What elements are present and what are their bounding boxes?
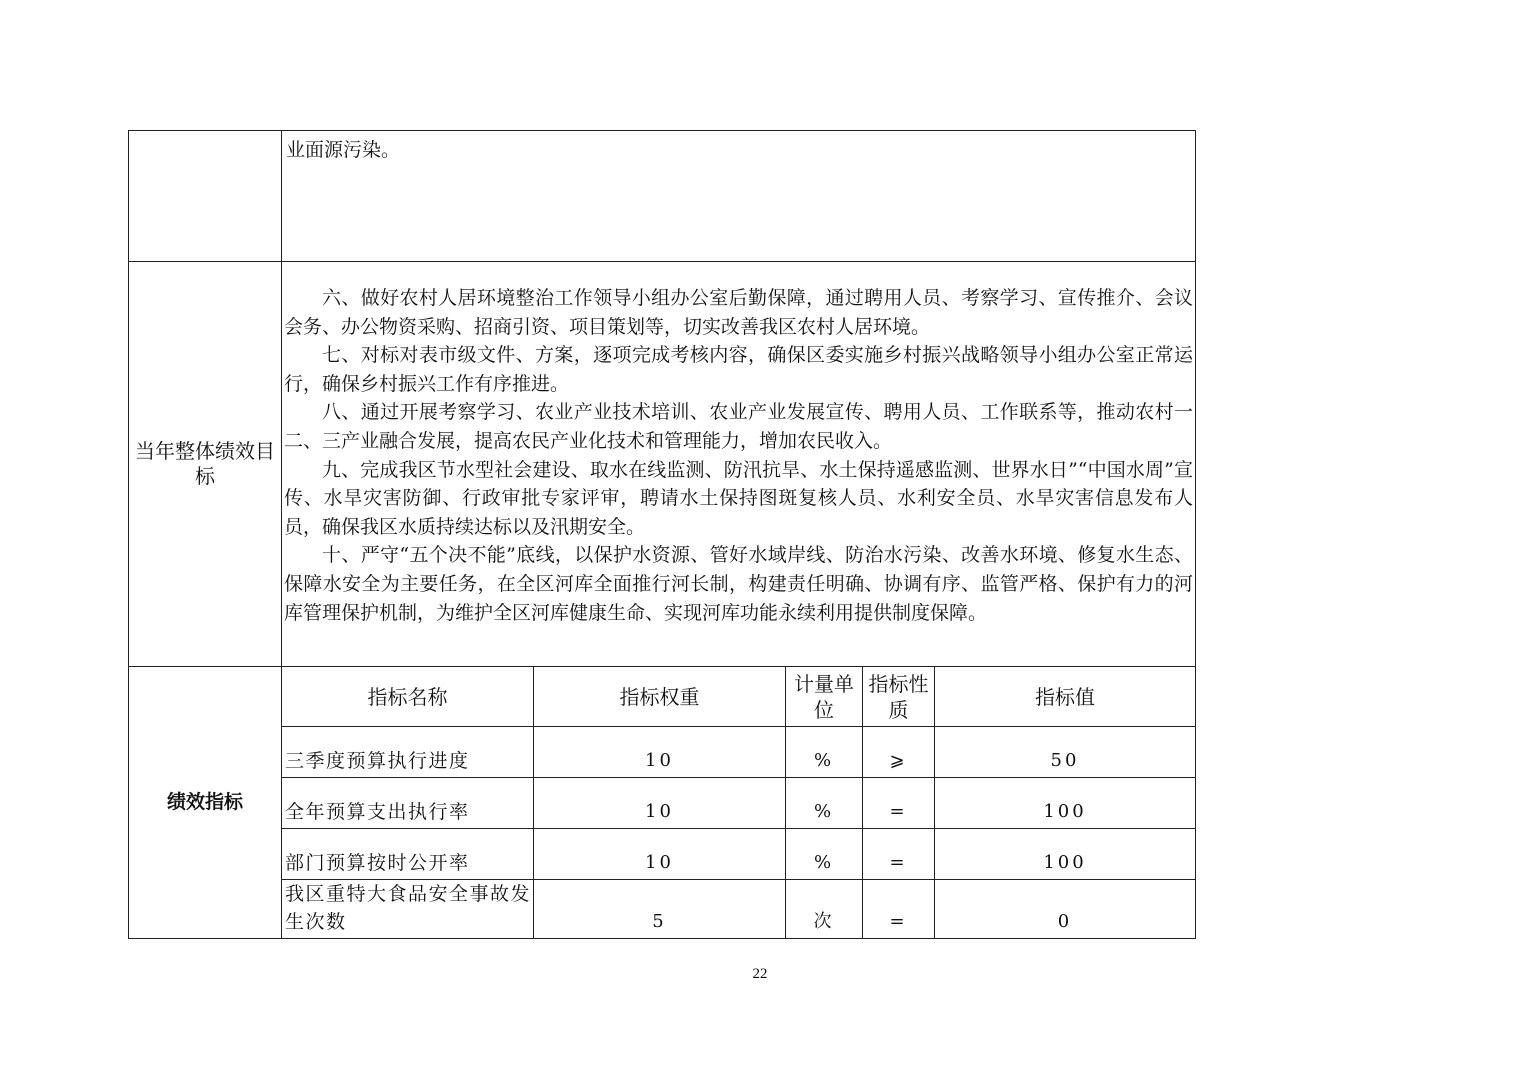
page-number: 22 bbox=[752, 966, 768, 982]
table-row bbox=[129, 829, 1196, 880]
annual-goal-label: 当年整体绩效目标 bbox=[129, 262, 282, 667]
indicator-unit: % bbox=[786, 829, 863, 880]
indicator-weight: 10 bbox=[534, 727, 786, 778]
header-indicator-value: 指标值 bbox=[935, 667, 1196, 727]
continuation-text: 业面源污染。 bbox=[282, 131, 1196, 262]
table-row bbox=[129, 880, 1196, 939]
annual-goal-content bbox=[282, 262, 1196, 667]
indicator-unit: 次 bbox=[786, 880, 863, 939]
indicator-name: 全年预算支出执行率 bbox=[282, 778, 534, 829]
goal-paragraph: 六、做好农村人居环境整治工作领导小组办公室后勤保障，通过聘用人员、考察学习、宣传推介、会议会务、办公物资采购、招商引资、项目策划等，切实改善我区农村人居环境。 bbox=[284, 287, 1193, 338]
indicator-name: 三季度预算执行进度 bbox=[282, 727, 534, 778]
header-indicator-name: 指标名称 bbox=[282, 667, 534, 727]
indicator-header-row bbox=[129, 667, 1196, 727]
indicator-unit: % bbox=[786, 727, 863, 778]
goal-paragraph: 七、对标对表市级文件、方案，逐项完成考核内容，确保区委实施乡村振兴战略领导小组办公室正常运行，确保乡村振兴工作有序推进。 bbox=[284, 344, 1193, 395]
indicator-value: 100 bbox=[935, 778, 1196, 829]
goal-paragraph: 八、通过开展考察学习、农业产业技术培训、农业产业发展宣传、聘用人员、工作联系等，推动农村一二、三产业融合发展，提高农民产业化技术和管理能力，增加农民收入。 bbox=[284, 401, 1193, 452]
indicator-nature: ⩾ bbox=[863, 727, 935, 778]
indicator-weight: 10 bbox=[534, 778, 786, 829]
indicator-value: 100 bbox=[935, 829, 1196, 880]
annual-goal-row bbox=[129, 262, 1196, 667]
indicator-unit: % bbox=[786, 778, 863, 829]
indicator-nature: = bbox=[863, 778, 935, 829]
header-unit: 计量单位 bbox=[786, 667, 863, 727]
performance-goal-table bbox=[128, 130, 1196, 939]
indicator-weight: 5 bbox=[534, 880, 786, 939]
indicator-nature: = bbox=[863, 880, 935, 939]
table-row bbox=[129, 727, 1196, 778]
indicator-weight: 10 bbox=[534, 829, 786, 880]
continuation-row bbox=[129, 131, 1196, 262]
header-indicator-weight: 指标权重 bbox=[534, 667, 786, 727]
goal-paragraph: 十、严守“五个决不能”底线，以保护水资源、管好水域岸线、防治水污染、改善水环境、修复水生态、保障水安全为主要任务，在全区河库全面推行河长制，构建责任明确、协调有序、监管严格、保护有力的河库管理保护机制，为维护全区河库健康生命、实现河库功能永续利用提供制度保障。 bbox=[284, 544, 1193, 624]
indicator-value: 50 bbox=[935, 727, 1196, 778]
continuation-label-cell bbox=[129, 131, 282, 262]
indicator-name: 部门预算按时公开率 bbox=[282, 829, 534, 880]
table-row bbox=[129, 778, 1196, 829]
indicators-label: 绩效指标 bbox=[129, 667, 282, 939]
goal-paragraph: 九、完成我区节水型社会建设、取水在线监测、防汛抗旱、水土保持遥感监测、世界水日”“中国水周”宣传、水旱灾害防御、行政审批专家评审，聘请水土保持图斑复核人员、水利安全员、水旱灾害信息发布人员，确保我区水质持续达标以及汛期安全。 bbox=[284, 458, 1193, 538]
indicator-name: 我区重特大食品安全事故发生次数 bbox=[282, 880, 534, 939]
indicator-nature: = bbox=[863, 829, 935, 880]
indicator-value: 0 bbox=[935, 880, 1196, 939]
header-nature: 指标性质 bbox=[863, 667, 935, 727]
